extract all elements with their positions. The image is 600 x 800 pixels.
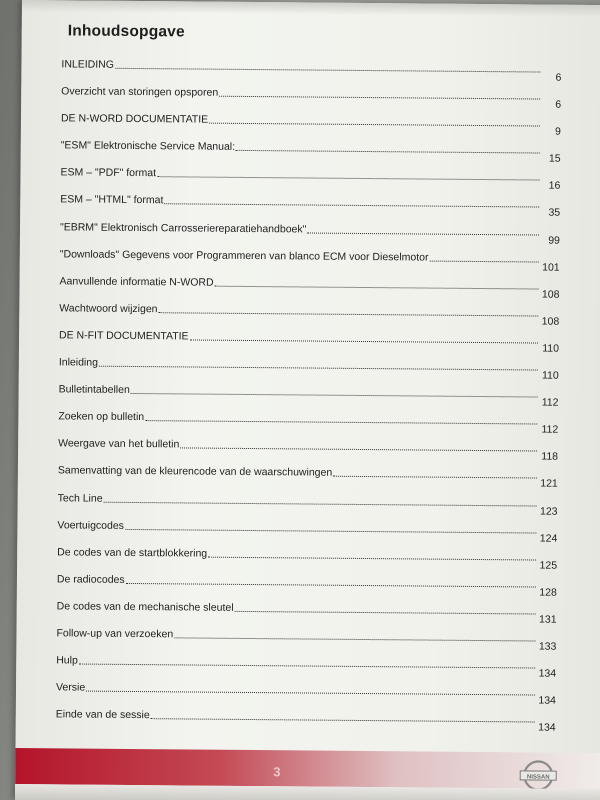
toc-entry xyxy=(58,438,558,469)
dot-leader xyxy=(208,556,536,560)
toc-entry xyxy=(61,85,561,116)
toc-entry-page: 108 xyxy=(541,288,560,301)
dot-leader xyxy=(145,420,537,424)
toc-entry xyxy=(61,140,561,171)
toc-entry xyxy=(59,356,559,387)
dot-leader xyxy=(131,393,538,398)
page-title: Inhoudsopgave xyxy=(67,22,185,41)
toc-entry-page: 112 xyxy=(541,396,559,409)
dot-leader xyxy=(159,312,539,316)
toc-entry-page: 6 xyxy=(555,71,562,84)
toc-entry-title: Samenvatting van de kleurencode van de waarschuwingen xyxy=(57,464,333,480)
dot-leader xyxy=(235,611,536,615)
nissan-logo-text: NISSAN xyxy=(526,774,550,781)
toc-entry-title: "ESM" Elektronische Service Manual: xyxy=(60,139,236,154)
toc-entry-title: Wachtwoord wijzigen xyxy=(59,302,158,316)
toc-entry-page: 15 xyxy=(548,152,561,165)
toc-entry-page: 112 xyxy=(541,423,559,436)
toc-entry-page: 16 xyxy=(548,179,561,193)
dot-leader xyxy=(151,718,535,722)
toc-entry xyxy=(58,383,558,414)
toc-entry xyxy=(58,465,558,496)
toc-entry xyxy=(57,573,557,604)
toc-entry-title: Follow-up van verzoeken xyxy=(56,627,174,641)
toc-entry-page: 9 xyxy=(554,125,561,138)
toc-entry xyxy=(56,681,556,712)
toc-entry xyxy=(56,709,556,740)
toc-entry xyxy=(60,167,560,198)
dot-leader xyxy=(429,260,538,262)
toc-entry-title: Einde van de sessie xyxy=(55,708,150,722)
toc-entry-page: 101 xyxy=(542,261,560,274)
toc-entry xyxy=(60,248,560,279)
toc-entry-page: 134 xyxy=(538,667,557,680)
toc-entry xyxy=(61,58,561,89)
toc-entry xyxy=(56,654,556,685)
toc-entry-title: Bulletintabellen xyxy=(58,383,130,397)
toc-entry-page: 125 xyxy=(539,559,558,572)
dot-leader xyxy=(209,123,540,127)
toc-entry-title: De radiocodes xyxy=(56,573,125,586)
toc-entry-title: DE N-FIT DOCUMENTATIE xyxy=(59,329,189,343)
toc-entry-page: 108 xyxy=(541,315,560,328)
dot-leader xyxy=(125,529,536,534)
toc-entry xyxy=(59,329,559,360)
dot-leader xyxy=(157,177,539,181)
dot-leader xyxy=(333,476,537,479)
toc-entry-page: 121 xyxy=(540,477,558,491)
toc-entry-page: 133 xyxy=(538,640,557,653)
toc-entry-page: 123 xyxy=(539,505,558,518)
toc-entry-page: 110 xyxy=(542,342,560,355)
toc-entry-title: "Downloads" Gegevens voor Programmeren van blanco ECM voor Dieselmotor xyxy=(59,247,429,264)
toc-entry-page: 6 xyxy=(555,98,562,111)
toc-entry-page: 128 xyxy=(539,586,557,599)
toc-entry-title: Weergave van het bulletin xyxy=(58,437,180,451)
toc-entry-page: 110 xyxy=(541,369,559,382)
toc-entry-title: Aanvullende informatie N-WORD xyxy=(59,275,214,289)
dot-leader xyxy=(126,583,536,588)
page-top-shadow xyxy=(22,0,600,17)
toc-entry xyxy=(57,492,557,523)
toc-entry-page: 124 xyxy=(539,532,558,545)
toc-entry xyxy=(57,519,557,550)
dot-leader xyxy=(79,664,535,669)
toc-entry xyxy=(60,221,560,252)
dot-leader xyxy=(307,232,539,235)
toc-entry xyxy=(57,600,557,631)
toc-entry-title: Tech Line xyxy=(57,491,103,505)
toc-entry xyxy=(56,627,556,658)
dot-leader xyxy=(215,285,539,289)
toc-entry-page: 134 xyxy=(538,694,556,707)
toc-entry-title: INLEIDING xyxy=(61,58,115,71)
dot-leader xyxy=(190,339,538,343)
toc-entry-title: Hulp xyxy=(56,654,78,667)
toc-entry-title: Voertuigcodes xyxy=(57,518,125,532)
dot-leader xyxy=(236,150,540,154)
toc-entry-title: "EBRM" Elektronisch Carrosseriereparatiehandboek" xyxy=(59,220,307,236)
toc-entry-title: Inleiding xyxy=(58,356,99,369)
dot-leader xyxy=(86,691,535,696)
toc-entry xyxy=(59,275,559,306)
toc-entry xyxy=(58,411,558,442)
toc-entry-title: ESM – "PDF" format xyxy=(60,166,157,180)
toc-entry xyxy=(59,302,559,333)
toc-entry-title: De codes van de mechanische sleutel xyxy=(56,600,234,614)
dot-leader xyxy=(180,448,537,452)
dot-leader xyxy=(115,68,540,73)
dot-leader xyxy=(219,96,540,100)
dot-leader xyxy=(174,637,535,641)
toc-entry-title: DE N-WORD DOCUMENTATIE xyxy=(60,112,209,126)
toc-entry-page: 35 xyxy=(548,207,561,220)
toc-entry-page: 131 xyxy=(539,613,557,626)
toc-entry-page: 99 xyxy=(548,234,560,247)
dot-leader xyxy=(104,501,537,506)
dot-leader xyxy=(164,204,539,208)
toc-entry xyxy=(60,194,560,225)
document-page xyxy=(15,0,600,800)
toc-entry-title: Zoeken op bulletin xyxy=(58,410,145,424)
page-number: 3 xyxy=(273,764,281,780)
toc-entry-page: 118 xyxy=(541,450,559,464)
toc-entry xyxy=(61,113,561,144)
footer-band xyxy=(15,748,600,789)
table-of-contents xyxy=(56,58,562,740)
toc-entry-title: De codes van de startblokkering xyxy=(57,546,208,560)
toc-entry-title: ESM – "HTML" format xyxy=(60,193,164,207)
dot-leader xyxy=(99,366,538,371)
toc-entry xyxy=(57,546,557,577)
toc-entry-title: Overzicht van storingen opsporen xyxy=(61,85,219,99)
toc-entry-title: Versie xyxy=(55,681,86,694)
toc-entry-page: 134 xyxy=(538,721,556,734)
